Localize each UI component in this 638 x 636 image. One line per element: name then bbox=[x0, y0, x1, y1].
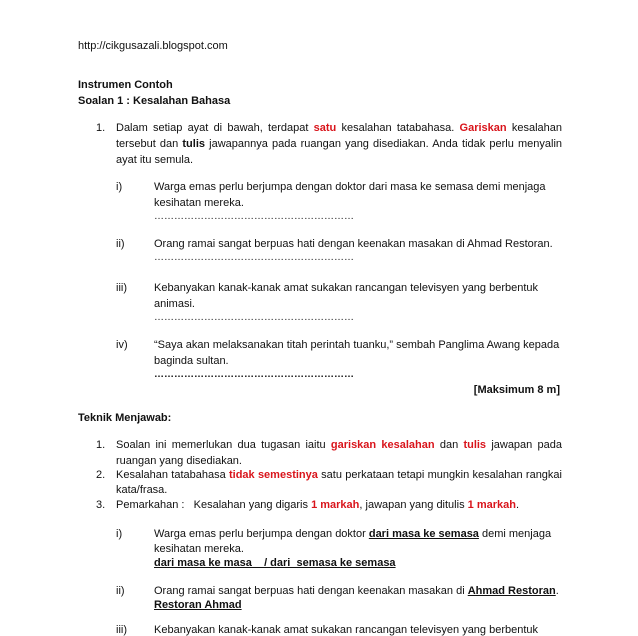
answer-sentence-line-2: kesihatan mereka. bbox=[154, 543, 244, 555]
point-text: , jawapan yang ditulis bbox=[359, 499, 465, 511]
point-number: 2. bbox=[96, 469, 106, 481]
point-line-2: ruangan yang disediakan. bbox=[116, 455, 242, 467]
answer-sentence: Kebanyakan kanak-kanak amat sukakan rancangan televisyen yang berbentuk bbox=[154, 624, 539, 636]
answer-number: iii) bbox=[116, 624, 127, 636]
mark-value: 1 markah bbox=[311, 499, 360, 511]
point-line-1 bbox=[116, 439, 562, 451]
item-number: iii) bbox=[116, 282, 127, 294]
keyword-gariskan-kesalahan: gariskan kesalahan bbox=[330, 439, 435, 451]
point-line-1 bbox=[116, 469, 562, 481]
technique-title: Teknik Menjawab: bbox=[78, 412, 172, 424]
point-text: satu perkataan tetapi mungkin kesalahan rangkai bbox=[321, 469, 562, 481]
keyword-tulis: tulis bbox=[463, 439, 487, 451]
point-number: 3. bbox=[96, 499, 106, 511]
answer-sentence bbox=[154, 585, 559, 597]
answer-text: demi menjaga bbox=[478, 528, 552, 540]
mark-value: 1 markah bbox=[467, 499, 516, 511]
max-mark: [Maksimum 8 m] bbox=[473, 384, 560, 396]
instruction-number: 1. bbox=[96, 122, 106, 134]
section-title: Instrumen Contoh bbox=[78, 79, 173, 91]
answer-line: …………………………………………………… bbox=[154, 369, 354, 380]
instruction-text: kesalahan tatabahasa. bbox=[341, 122, 455, 134]
item-sentence: Kebanyakan kanak-kanak amat sukakan rancangan televisyen yang berbentuk bbox=[154, 282, 539, 294]
answer-line: …………………………………………………… bbox=[154, 312, 354, 323]
point-text: jawapan pada bbox=[491, 439, 562, 451]
instruction-text: jawapannya pada ruangan yang disediakan. Anda tidak perlu menyalin bbox=[209, 138, 563, 150]
keyword-tulis: tulis bbox=[182, 138, 205, 150]
item-number: iv) bbox=[116, 339, 128, 351]
instruction-line-2 bbox=[116, 138, 562, 150]
item-sentence-line-2: baginda sultan. bbox=[154, 355, 229, 367]
instruction-text: tersebut dan bbox=[116, 138, 179, 150]
keyword-tidak-semestinya: tidak semestinya bbox=[228, 469, 318, 481]
instruction-text: kesalahan bbox=[511, 122, 562, 134]
keyword-gariskan: Gariskan bbox=[459, 122, 507, 134]
point-text: . bbox=[515, 499, 520, 511]
error-phrase: dari masa ke semasa bbox=[368, 528, 479, 540]
keyword-satu: satu bbox=[313, 122, 337, 134]
source-url: http://cikgusazali.blogspot.com bbox=[78, 40, 228, 52]
answer-sentence bbox=[154, 528, 551, 540]
answer-line: …………………………………………………… bbox=[154, 211, 354, 222]
point-text: Kesalahan tatabahasa bbox=[116, 469, 226, 481]
item-sentence bbox=[154, 181, 546, 193]
item-number: i) bbox=[116, 181, 123, 193]
answer-text: Warga emas perlu berjumpa dengan doktor bbox=[154, 528, 366, 540]
point-line-1 bbox=[116, 499, 519, 511]
corrected-answer: Restoran Ahmad bbox=[154, 599, 242, 611]
item-number: ii) bbox=[116, 238, 125, 250]
answer-text: . bbox=[555, 585, 559, 597]
item-sentence: Orang ramai sangat berpuas hati dengan keenakan masakan di Ahmad Restoran. bbox=[154, 238, 553, 250]
answer-line: …………………………………………………… bbox=[154, 252, 354, 263]
point-text: Soalan ini memerlukan dua tugasan iaitu bbox=[116, 439, 326, 451]
error-phrase: Ahmad Restoran bbox=[467, 585, 556, 597]
item-sentence-line-2: animasi. bbox=[154, 298, 195, 310]
answer-text: Orang ramai sangat berpuas hati dengan keenakan masakan di bbox=[154, 585, 465, 597]
question-subtitle: Soalan 1 : Kesalahan Bahasa bbox=[78, 95, 231, 107]
answer-number: ii) bbox=[116, 585, 125, 597]
instruction-line-1 bbox=[116, 122, 562, 134]
instruction-text: Dalam setiap ayat di bawah, terdapat bbox=[116, 122, 309, 134]
item-sentence-line-2: kesihatan mereka. bbox=[154, 197, 244, 209]
point-text: Pemarkahan : Kesalahan yang digaris bbox=[116, 499, 309, 511]
point-text: dan bbox=[439, 439, 459, 451]
item-sentence: “Saya akan melaksanakan titah perintah tuanku,” sembah Panglima Awang kepada bbox=[154, 339, 560, 351]
answer-number: i) bbox=[116, 528, 123, 540]
instruction-line-3: ayat itu semula. bbox=[116, 154, 194, 166]
corrected-answer: dari masa ke masa / dari semasa ke semasa bbox=[154, 557, 396, 569]
item-sentence-line: Warga emas perlu berjumpa dengan doktor dari masa ke semasa demi menjaga bbox=[154, 181, 546, 193]
point-line-2: kata/frasa. bbox=[116, 484, 168, 496]
point-number: 1. bbox=[96, 439, 106, 451]
